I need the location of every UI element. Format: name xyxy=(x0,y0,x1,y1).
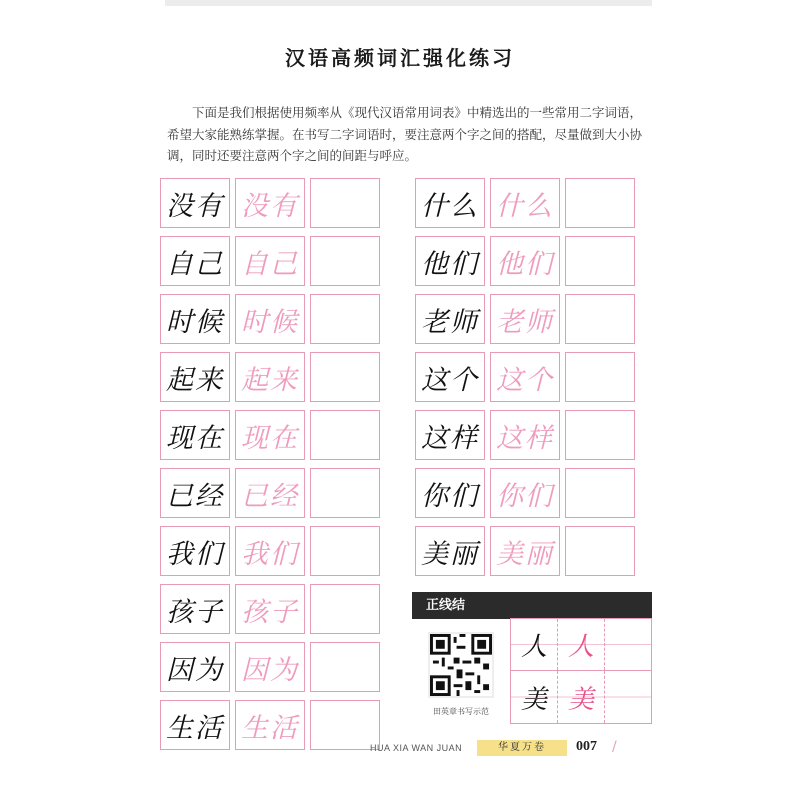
model-word: 这样 xyxy=(415,410,485,460)
trace-word: 我们 xyxy=(235,526,305,576)
practice-row xyxy=(160,584,380,634)
trace-word: 现在 xyxy=(235,410,305,460)
trace-word: 时候 xyxy=(235,294,305,344)
model-word: 我们 xyxy=(160,526,230,576)
footer-slash-icon: / xyxy=(612,739,617,755)
trace-word: 这样 xyxy=(490,410,560,460)
practice-row xyxy=(415,410,635,460)
practice-row xyxy=(160,294,380,344)
practice-row xyxy=(415,294,635,344)
top-bar xyxy=(165,0,652,6)
qr-caption: 田英章书写示范 xyxy=(433,707,489,716)
trace-word: 什么 xyxy=(490,178,560,228)
demo-model-char: 人 xyxy=(511,619,558,670)
practice-row xyxy=(160,468,380,518)
practice-row xyxy=(160,178,380,228)
practice-blank-cell[interactable] xyxy=(310,236,380,286)
practice-blank-cell[interactable] xyxy=(310,410,380,460)
trace-word: 老师 xyxy=(490,294,560,344)
demo-row xyxy=(511,671,651,723)
practice-blank-cell[interactable] xyxy=(565,236,635,286)
demo-blank-cell xyxy=(605,671,651,723)
demo-blank-cell xyxy=(605,619,651,670)
trace-word: 你们 xyxy=(490,468,560,518)
practice-blank-cell[interactable] xyxy=(565,468,635,518)
footer-brand: 华夏万卷 xyxy=(477,740,567,756)
model-word: 自己 xyxy=(160,236,230,286)
practice-blank-cell[interactable] xyxy=(310,352,380,402)
model-word: 孩子 xyxy=(160,584,230,634)
practice-row xyxy=(160,236,380,286)
trace-word: 生活 xyxy=(235,700,305,750)
model-word: 美丽 xyxy=(415,526,485,576)
practice-blank-cell[interactable] xyxy=(565,352,635,402)
model-word: 因为 xyxy=(160,642,230,692)
practice-blank-cell[interactable] xyxy=(310,294,380,344)
model-word: 你们 xyxy=(415,468,485,518)
demo-trace-char: 人 xyxy=(558,619,605,670)
qr-code[interactable] xyxy=(428,632,494,698)
footer-series: HUA XIA WAN JUAN xyxy=(370,743,463,753)
trace-word: 美丽 xyxy=(490,526,560,576)
trace-word: 他们 xyxy=(490,236,560,286)
demo-model-char: 美 xyxy=(511,671,558,723)
demo-row xyxy=(511,619,651,671)
practice-row xyxy=(415,352,635,402)
practice-blank-cell[interactable] xyxy=(310,642,380,692)
model-word: 现在 xyxy=(160,410,230,460)
model-word: 老师 xyxy=(415,294,485,344)
trace-word: 起来 xyxy=(235,352,305,402)
practice-blank-cell[interactable] xyxy=(310,468,380,518)
practice-blank-cell[interactable] xyxy=(310,178,380,228)
practice-blank-cell[interactable] xyxy=(565,178,635,228)
model-word: 已经 xyxy=(160,468,230,518)
practice-row xyxy=(160,352,380,402)
trace-word: 这个 xyxy=(490,352,560,402)
page-title: 汉语高频词汇强化练习 xyxy=(285,46,515,70)
model-word: 没有 xyxy=(160,178,230,228)
practice-row xyxy=(415,236,635,286)
demo-grid xyxy=(510,618,652,724)
model-word: 什么 xyxy=(415,178,485,228)
practice-row xyxy=(415,526,635,576)
practice-row xyxy=(415,178,635,228)
trace-word: 孩子 xyxy=(235,584,305,634)
practice-row xyxy=(160,526,380,576)
intro-paragraph: 下面是我们根据使用频率从《现代汉语常用词表》中精选出的一些常用二字词语，希望大家能熟练掌握。在书写二字词语时，要注意两个字之间的搭配，尽量做到大小协调，同时还要注意两个字之间的间距与呼应。 xyxy=(167,105,643,163)
trace-word: 已经 xyxy=(235,468,305,518)
model-word: 生活 xyxy=(160,700,230,750)
practice-blank-cell[interactable] xyxy=(565,410,635,460)
model-word: 时候 xyxy=(160,294,230,344)
practice-blank-cell[interactable] xyxy=(565,526,635,576)
tip-header: 正线结 xyxy=(412,592,652,619)
model-word: 这个 xyxy=(415,352,485,402)
trace-word: 因为 xyxy=(235,642,305,692)
practice-row xyxy=(160,410,380,460)
demo-trace-char: 美 xyxy=(558,671,605,723)
practice-blank-cell[interactable] xyxy=(310,584,380,634)
practice-row xyxy=(160,700,380,750)
practice-blank-cell[interactable] xyxy=(565,294,635,344)
practice-row xyxy=(415,468,635,518)
model-word: 起来 xyxy=(160,352,230,402)
qr-code-icon xyxy=(430,634,492,696)
practice-row xyxy=(160,642,380,692)
practice-blank-cell[interactable] xyxy=(310,526,380,576)
trace-word: 没有 xyxy=(235,178,305,228)
trace-word: 自己 xyxy=(235,236,305,286)
page-number: 007 xyxy=(576,739,597,754)
model-word: 他们 xyxy=(415,236,485,286)
